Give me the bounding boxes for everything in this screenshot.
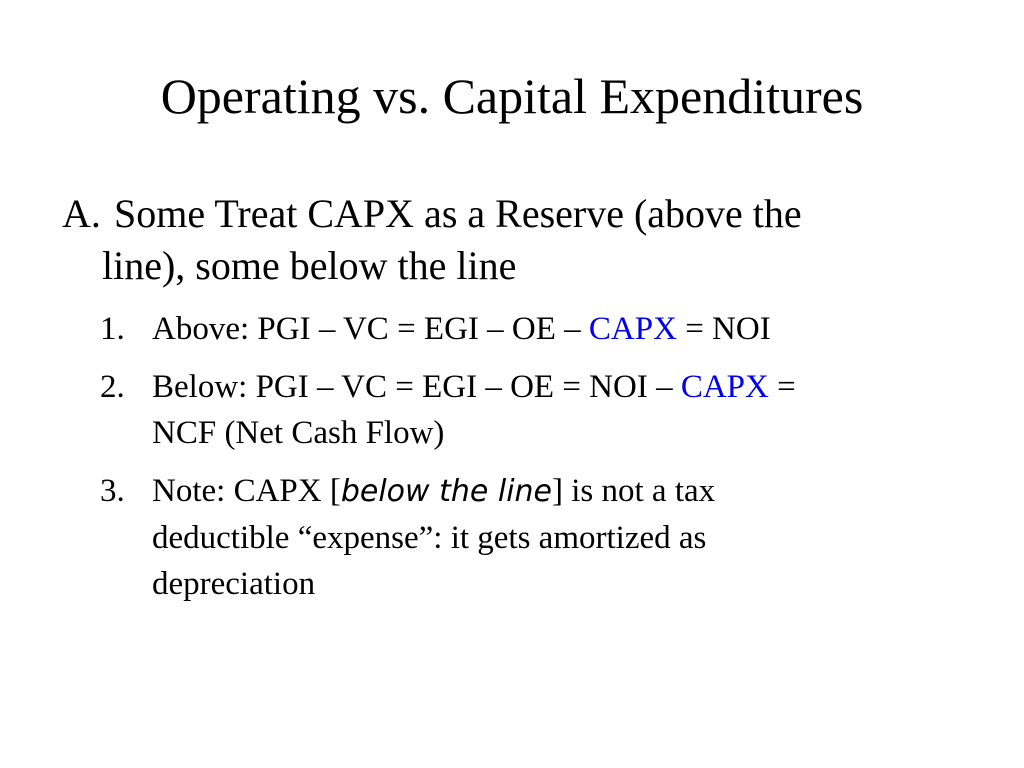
main-point-line-1: Some Treat CAPX as a Reserve (above the <box>114 191 802 236</box>
formula-text: = <box>768 369 796 405</box>
item-line: depreciation <box>152 566 316 602</box>
capx-highlight: CAPX <box>588 311 677 347</box>
sub-item-below <box>100 364 960 456</box>
item-number: 3. <box>100 473 125 509</box>
sub-item-above <box>100 306 960 352</box>
main-point-marker: A. <box>62 191 101 236</box>
item-line <box>152 364 960 410</box>
note-text: ] is not a tax <box>552 473 716 509</box>
sub-item-note <box>100 468 960 607</box>
sub-list <box>100 306 960 619</box>
item-line: deductible “expense”: it gets amortized as <box>152 520 707 556</box>
main-point <box>62 188 962 292</box>
slide-title: Operating vs. Capital Expenditures <box>160 68 864 124</box>
formula-text: Below: PGI – VC = EGI – OE = NOI – <box>152 369 681 405</box>
item-line: NCF (Net Cash Flow) <box>152 415 445 451</box>
main-point-line-2: line), some below the line <box>102 243 517 288</box>
item-line <box>152 306 960 352</box>
item-number: 1. <box>100 311 125 347</box>
item-line <box>152 468 960 515</box>
formula-text: = NOI <box>676 311 771 347</box>
item-number: 2. <box>100 369 125 405</box>
formula-text: Above: PGI – VC = EGI – OE – <box>152 311 589 347</box>
note-text: Note: CAPX [ <box>152 473 341 509</box>
capx-highlight: CAPX <box>680 369 769 405</box>
below-the-line-emphasis: below the line <box>340 474 553 509</box>
